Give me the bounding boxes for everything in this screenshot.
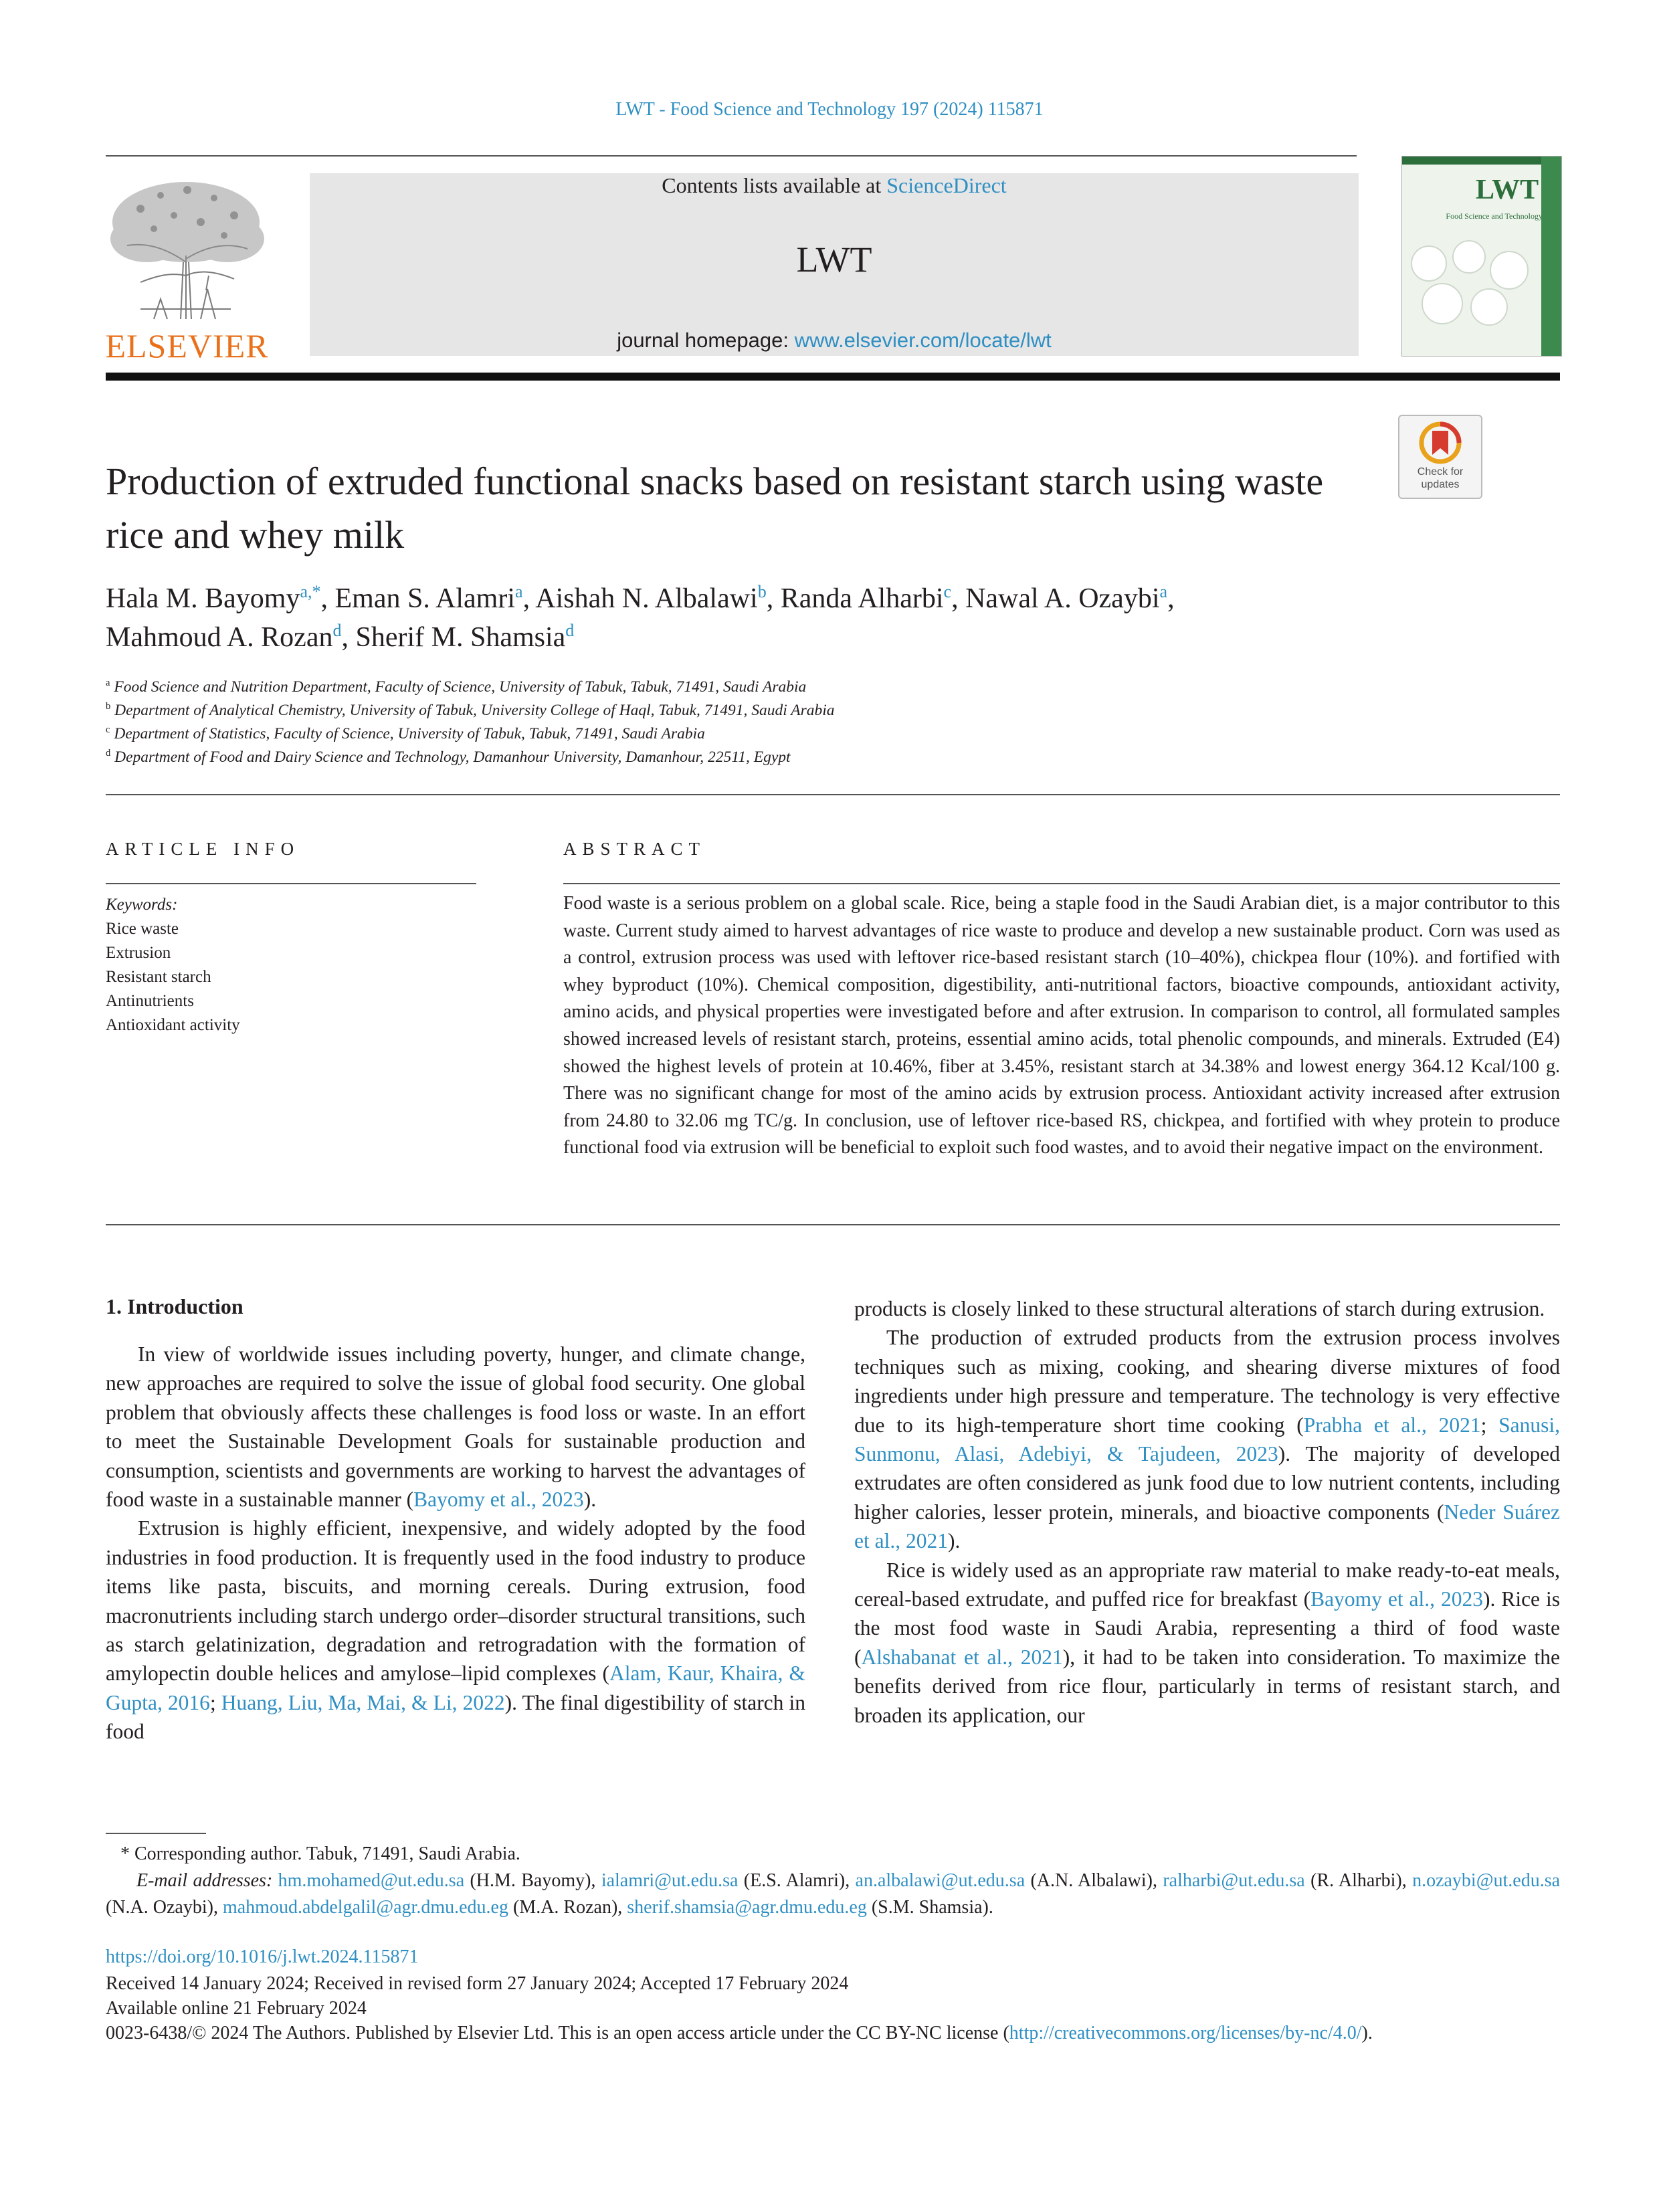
cover-top-band — [1402, 157, 1561, 165]
email-owner: (R. Alharbi), — [1304, 1870, 1413, 1891]
journal-reference[interactable]: LWT - Food Science and Technology 197 (2024) 115871 — [615, 99, 1044, 120]
affiliation-key: c — [106, 724, 110, 736]
text-run: ). — [947, 1529, 961, 1553]
author-name: Eman S. Alamri — [334, 583, 516, 614]
author-name: Aishah N. Albalawi — [535, 583, 758, 614]
online-date: Available online 21 February 2024 — [106, 1998, 367, 2019]
email-link[interactable]: sherif.shamsia@agr.dmu.edu.eg — [627, 1897, 867, 1918]
abstract-text: Food waste is a serious problem on a global scale. Rice, being a staple food in the Saudi Arabian diet, is a major contributor to this waste. Current study aimed to harvest advantages of rice waste to produce and develop a new sustainable product. Corn was used as a control, extrusion process was used with leftover rice-based resistant starch (10–40%), chickpea flour (10%). and fortified with whey byproduct (10%). Chemical composition, digestibility, anti-nutritional factors, bioactive compounds, antioxidant activity, amino acids, and physical properties were investigated before and after extrusion. In comparison to control, all formulated samples showed increased levels of resistant starch, proteins, essential amino acids, total phenolic compounds, and minerals. Extruded (E4) showed the highest levels of protein at 10.46%, fiber at 3.45%, resistant starch at 34.38% and lowest energy 364.12 Kcal/100 g. There was no significant change for most of the amino acids by extrusion process. Antioxidant activity increased after extrusion from 24.80 to 32.06 mg TC/g. In conclusion, use of leftover rice-based RS, chickpea, and fortified with whey protein to produce functional food via extrusion will be beneficial to exploit such food wastes, and to avoid their negative impact on the environment. — [563, 893, 1560, 1159]
citation-link[interactable]: Huang, Liu, Ma, Mai, & Li, 2022 — [221, 1690, 505, 1714]
paragraph — [854, 1556, 1560, 1730]
homepage-prefix: journal homepage: — [617, 328, 795, 352]
cover-side-band — [1541, 157, 1561, 356]
citation-link[interactable]: Bayomy et al., 2023 — [1310, 1587, 1483, 1611]
keyword-item: Resistant starch — [106, 968, 211, 986]
paragraph — [106, 1514, 805, 1746]
text-run: ). — [583, 1488, 597, 1512]
abstract-heading: ABSTRACT — [563, 839, 706, 859]
cover-title: LWT — [1476, 175, 1539, 205]
journal-masthead — [310, 173, 1359, 356]
author-separator: , — [766, 583, 781, 614]
author-affiliation-marker[interactable]: a — [1159, 582, 1168, 601]
affiliation-item — [106, 722, 1560, 746]
license-link[interactable]: http://creativecommons.org/licenses/by-nc/4.0/ — [1009, 2023, 1362, 2043]
divider — [106, 883, 476, 884]
email-label: E-mail addresses: — [136, 1870, 273, 1891]
email-link[interactable]: n.ozaybi@ut.edu.sa — [1412, 1870, 1561, 1891]
email-owner: (S.M. Shamsia). — [866, 1897, 993, 1918]
email-owner: (E.S. Alamri), — [738, 1870, 856, 1891]
citation-link[interactable]: Bayomy et al., 2023 — [413, 1488, 584, 1512]
affiliation-item — [106, 699, 1560, 722]
keyword-item: Antinutrients — [106, 992, 194, 1010]
homepage-link[interactable]: www.elsevier.com/locate/lwt — [794, 328, 1052, 352]
header-thick-rule — [106, 373, 1560, 381]
affiliation-text: Department of Analytical Chemistry, University of Tabuk, University College of Haql, Tabuk, 71491, Saudi Arabia — [114, 702, 835, 719]
author-name: Mahmoud A. Rozan — [106, 622, 333, 653]
email-owner: (M.A. Rozan), — [508, 1897, 627, 1918]
author-affiliation-marker[interactable]: a — [515, 582, 523, 601]
keywords-block — [106, 893, 476, 1037]
email-link[interactable]: ralharbi@ut.edu.sa — [1163, 1870, 1305, 1891]
article-title: Production of extruded functional snacks based on resistant starch using waste rice and whey milk — [106, 460, 1324, 557]
author-affiliation-marker[interactable]: d — [565, 621, 575, 640]
citation-link[interactable]: Alshabanat et al., 2021 — [861, 1645, 1063, 1669]
homepage-line — [310, 328, 1359, 353]
author-name: Nawal A. Ozaybi — [965, 583, 1160, 614]
author-separator: , — [1167, 583, 1175, 614]
contents-line — [310, 173, 1359, 198]
article-info-heading: ARTICLE INFO — [106, 839, 300, 859]
paragraph: products is closely linked to these structural alterations of starch during extrusion. — [854, 1297, 1545, 1320]
text-run: In view of worldwide issues including poverty, hunger, and climate change, new approaches are required to solve the issue of global food security. One global problem that obviously affects these challenges is food loss or waste. In an effort to meet the Sustainable Development Goals for sustainable production and consumption, scientists and governments are working to harvest the advantages of food waste in a sustainable manner ( — [106, 1342, 805, 1512]
keyword-item: Antioxidant activity — [106, 1016, 240, 1034]
citation-link[interactable]: Sanusi, Sunmonu, Alasi, Adebiyi, & Tajudeen, 2023 — [854, 1413, 1560, 1466]
section-heading: 1. Introduction — [106, 1294, 243, 1318]
affiliation-text: Department of Food and Dairy Science and Technology, Damanhour University, Damanhour, 22511, Egypt — [114, 748, 791, 766]
author-separator: , — [522, 583, 536, 614]
check-updates-label: Check for updates — [1417, 466, 1464, 490]
email-owner: (A.N. Albalawi), — [1025, 1870, 1163, 1891]
bookmark-icon — [1399, 416, 1481, 470]
keyword-item: Rice waste — [106, 920, 179, 938]
received-dates: Received 14 January 2024; Received in revised form 27 January 2024; Accepted 17 February 2024 — [106, 1973, 849, 1994]
check-for-updates-badge[interactable] — [1398, 415, 1482, 499]
text-run: ), it had to be taken into consideration. To maximize the benefits derived from rice flour, particularly in terms of resistant starch, and broaden its application, our — [854, 1645, 1560, 1727]
citation-link[interactable]: Prabha et al., 2021 — [1303, 1413, 1481, 1437]
text-run: ). Rice is the most food waste in Saudi Arabia, representing a third of food waste ( — [854, 1587, 1561, 1669]
text-run: Extrusion is highly efficient, inexpensive, and widely adopted by the food industries in food production. It is frequently used in the food industry to produce items like pasta, biscuits, and morning cereals. During extrusion, food macronutrients including starch undergo order–disorder structural transitions, such as starch gelatinization, degradation and retrogradation with the formation of amylopectin double helices and amylose–lipid complexes ( — [106, 1516, 805, 1686]
email-link[interactable]: mahmoud.abdelgalil@agr.dmu.edu.eg — [222, 1897, 508, 1918]
email-owner: (H.M. Bayomy), — [464, 1870, 601, 1891]
keywords-label: Keywords: — [106, 896, 178, 914]
contents-prefix: Contents lists available at — [662, 173, 887, 197]
paragraph — [854, 1323, 1560, 1555]
affiliation-item — [106, 676, 1560, 699]
keyword-list — [106, 917, 476, 1037]
doi-link[interactable]: https://doi.org/10.1016/j.lwt.2024.115871 — [106, 1946, 419, 1967]
text-run: ). — [1361, 2023, 1373, 2043]
author-affiliation-marker[interactable]: c — [943, 582, 952, 601]
affiliation-text: Food Science and Nutrition Department, Faculty of Science, University of Tabuk, Tabuk, 71491, Saudi Arabia — [114, 678, 807, 696]
text-run: ; — [209, 1690, 221, 1714]
article-dates — [106, 1971, 1560, 2045]
author-affiliation-marker[interactable]: d — [332, 621, 342, 640]
email-link[interactable]: hm.mohamed@ut.edu.sa — [278, 1870, 465, 1891]
cover-subtitle: Food Science and Technology — [1446, 211, 1543, 221]
affiliation-key: a — [106, 678, 110, 689]
journal-cover[interactable] — [1401, 156, 1562, 357]
paragraph — [106, 1340, 805, 1514]
citation-link[interactable]: Alam, Kaur, Khaira, & Gupta, 2016 — [106, 1662, 805, 1714]
author-affiliation-marker[interactable]: b — [757, 582, 767, 601]
citation-link[interactable]: Neder Suárez et al., 2021 — [854, 1500, 1560, 1553]
corresponding-author-note: * Corresponding author. Tabuk, 71491, Saudi Arabia. — [120, 1843, 520, 1864]
text-run: ). The final digestibility of starch in food — [106, 1690, 805, 1744]
affiliation-key: d — [106, 748, 111, 759]
footnote-divider — [106, 1833, 206, 1834]
elsevier-wordmark: ELSEVIER — [105, 327, 269, 365]
divider — [106, 1224, 1560, 1225]
affiliation-item — [106, 746, 1560, 769]
email-link[interactable]: an.albalawi@ut.edu.sa — [855, 1870, 1026, 1891]
email-link[interactable]: ialamri@ut.edu.sa — [601, 1870, 739, 1891]
header-divider — [106, 155, 1357, 157]
affiliation-text: Department of Statistics, Faculty of Science, University of Tabuk, Tabuk, 71491, Saudi Arabia — [114, 725, 705, 742]
text-run: 0023-6438/© 2024 The Authors. Published by Elsevier Ltd. This is an open access article under the CC BY-NC license ( — [106, 2023, 1009, 2043]
body-column-left — [106, 1340, 805, 1746]
author-name: Randa Alharbi — [780, 583, 944, 614]
email-addresses — [106, 1868, 1560, 1921]
text-run: Rice is widely used as an appropriate raw material to make ready-to-eat meals, cereal-based extrudate, and puffed rice for breakfast ( — [854, 1558, 1560, 1611]
text-run: The production of extruded products from the extrusion process involves techniques such as mixing, cooking, and shearing diverse mixtures of food ingredients under high pressure and temperature. The technology is very effective due to its high-temperature short time cooking ( — [854, 1326, 1560, 1437]
cover-image — [1402, 237, 1541, 337]
text-run: ). The majority of developed extrudates are often considered as junk food due to low nutrient contents, including higher calories, lesser protein, minerals, and bioactive components ( — [854, 1442, 1560, 1524]
keyword-item: Extrusion — [106, 944, 171, 962]
sciencedirect-link[interactable]: ScienceDirect — [886, 173, 1007, 197]
divider — [106, 794, 1560, 795]
author-name: Sherif M. Shamsia — [355, 622, 566, 653]
divider — [563, 883, 1560, 884]
body-column-right — [854, 1294, 1560, 1730]
journal-name: LWT — [796, 239, 872, 280]
affiliation-list — [106, 676, 1560, 769]
author-affiliation-marker[interactable]: a,* — [300, 582, 321, 601]
text-run: ; — [1480, 1413, 1499, 1437]
affiliation-key: b — [106, 701, 111, 712]
author-separator: , — [320, 583, 335, 614]
license-line — [106, 2021, 1560, 2045]
author-name: Hala M. Bayomy — [106, 583, 300, 614]
email-owner: (N.A. Ozaybi), — [106, 1897, 223, 1918]
author-list — [106, 579, 1560, 657]
author-separator: , — [951, 583, 966, 614]
author-separator: , — [341, 622, 356, 653]
